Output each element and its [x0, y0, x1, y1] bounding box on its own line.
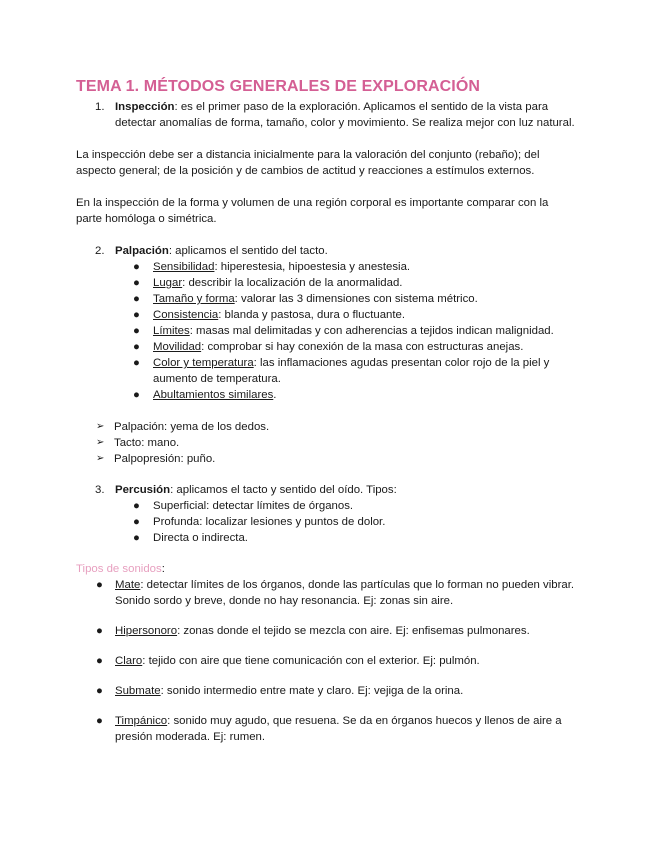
- item-term: Timpánico: [115, 715, 168, 727]
- sounds-heading: [76, 561, 576, 577]
- arrow-list: [76, 419, 576, 467]
- section-term: Percusión: [115, 484, 171, 496]
- section-inspeccion: [95, 99, 576, 131]
- list-item: ● Límites: masas mal delimitadas y con adherencias a tejidos indican malignidad.: [133, 325, 554, 337]
- section-body: [115, 99, 576, 131]
- item-term: Mate: [115, 579, 141, 591]
- item-text: : comprobar si hay conexión de la masa con estructuras anejas.: [201, 341, 524, 353]
- section-text: : aplicamos el sentido del tacto.: [168, 245, 328, 257]
- percusion-list: [76, 498, 576, 546]
- list-item: ● Profunda: localizar lesiones y puntos de dolor.: [133, 514, 576, 530]
- section-text: : es el primer paso de la exploración. Aplicamos el sentido de la vista para detectar anomalías de forma, tamaño, color y movimiento. Se realiza mejor con luz natural.: [115, 101, 575, 129]
- item-term: Lugar: [153, 277, 183, 289]
- sounds-title: Tipos de sonidos: [76, 563, 162, 575]
- list-item: ● Lugar: describir la localización de la anormalidad.: [133, 277, 403, 289]
- item-text: : zonas donde el tejido se mezcla con aire. Ej: enfisemas pulmonares.: [177, 625, 530, 637]
- arrow-icon: ➢: [96, 453, 105, 464]
- item-text: Palpopresión: puño.: [114, 453, 216, 465]
- item-term: Claro: [115, 655, 143, 667]
- item-term: Movilidad: [153, 341, 202, 353]
- item-term: Tamaño y forma: [153, 293, 235, 305]
- item-text: : masas mal delimitadas y con adherencias a tejidos indican malignidad.: [189, 325, 554, 337]
- item-term: Color y temperatura: [153, 357, 254, 369]
- item-text: : sonido intermedio entre mate y claro. Ej: vejiga de la orina.: [160, 685, 464, 697]
- section-number: 2.: [95, 245, 105, 257]
- item-term: Sensibilidad: [153, 261, 215, 273]
- section-text: : aplicamos el tacto y sentido del oído. Tipos:: [170, 484, 397, 496]
- section-number: 1.: [95, 101, 105, 113]
- item-text: : valorar las 3 dimensiones con sistema métrico.: [234, 293, 478, 305]
- list-item: ● Color y temperatura: las inflamaciones agudas presentan color rojo de la piel y aumento de temperatura.: [133, 357, 550, 385]
- page-title: TEMA 1. MÉTODOS GENERALES DE EXPLORACIÓN: [76, 78, 481, 95]
- item-term: Hipersonoro: [115, 625, 178, 637]
- list-item: ● Mate: detectar límites de los órganos, donde las partículas que lo forman no pueden vibrar. Sonido sordo y breve, donde no hay resonancia. Ej: zonas sin aire.: [96, 579, 575, 607]
- list-item: ● Submate: sonido intermedio entre mate y claro. Ej: vejiga de la orina.: [96, 685, 464, 697]
- list-item: ● Movilidad: comprobar si hay conexión de la masa con estructuras anejas.: [133, 341, 524, 353]
- item-text: : las inflamaciones agudas presentan color rojo de la piel y aumento de temperatura.: [153, 357, 550, 385]
- arrow-icon: ➢: [96, 437, 105, 448]
- section-number: 3.: [95, 484, 105, 496]
- sounds-list: [76, 577, 576, 609]
- item-text: .: [273, 389, 277, 401]
- section-percusion: [95, 482, 576, 498]
- item-text: : tejido con aire que tiene comunicación con el exterior. Ej: pulmón.: [142, 655, 480, 667]
- list-item: ● Timpánico: sonido muy agudo, que resuena. Se da en órganos huecos y llenos de aire a presión moderada. Ej: rumen.: [96, 715, 562, 743]
- section-term: Inspección: [115, 101, 175, 113]
- list-item: ● Consistencia: blanda y pastosa, dura o fluctuante.: [133, 309, 406, 321]
- section-term: Palpación: [115, 245, 169, 257]
- item-text: Profunda: localizar lesiones y puntos de dolor.: [153, 516, 386, 528]
- list-item: ● Claro: tejido con aire que tiene comunicación con el exterior. Ej: pulmón.: [96, 655, 480, 667]
- section-body: [115, 243, 576, 259]
- list-item: [96, 451, 576, 467]
- list-item: ● Abultamientos similares.: [133, 389, 277, 401]
- item-text: Palpación: yema de los dedos.: [114, 421, 270, 433]
- list-item: ● Superficial: detectar límites de órganos.: [133, 498, 576, 514]
- sounds-title-suffix: :: [161, 563, 165, 575]
- item-text: : describir la localización de la anormalidad.: [182, 277, 403, 289]
- document-page: [76, 77, 576, 745]
- item-text: : detectar límites de los órganos, donde las partículas que lo forman no pueden vibrar. Sonido sordo y breve, donde no hay resonancia. Ej: zonas sin aire.: [115, 579, 575, 607]
- list-item: [96, 435, 576, 451]
- arrow-icon: ➢: [96, 421, 105, 432]
- section-body: [115, 482, 576, 498]
- item-text: : hiperestesia, hipoestesia y anestesia.: [214, 261, 411, 273]
- list-item: ● Tamaño y forma: valorar las 3 dimensiones con sistema métrico.: [133, 293, 478, 305]
- item-text: : sonido muy agudo, que resuena. Se da en órganos huecos y llenos de aire a presión moderada. Ej: rumen.: [115, 715, 562, 743]
- palpacion-list: [76, 259, 576, 403]
- paragraph-forma: En la inspección de la forma y volumen de una región corporal es importante comparar con la parte homóloga o simétrica.: [76, 197, 549, 225]
- list-item: [96, 419, 576, 435]
- item-term: Consistencia: [153, 309, 219, 321]
- item-text: Superficial: detectar límites de órganos.: [153, 500, 354, 512]
- list-item: ● Directa o indirecta.: [133, 530, 576, 546]
- section-palpacion: [95, 243, 576, 259]
- item-text: Tacto: mano.: [114, 437, 180, 449]
- item-text: Directa o indirecta.: [153, 532, 248, 544]
- list-item: ● Hipersonoro: zonas donde el tejido se mezcla con aire. Ej: enfisemas pulmonares.: [96, 625, 530, 637]
- item-term: Límites: [153, 325, 190, 337]
- item-term: Abultamientos similares: [153, 389, 274, 401]
- paragraph-distancia: La inspección debe ser a distancia inicialmente para la valoración del conjunto (rebaño); del aspecto general; de la posición y de cambios de actitud y reacciones a estímulos externos.: [76, 149, 540, 177]
- item-text: : blanda y pastosa, dura o fluctuante.: [218, 309, 406, 321]
- item-term: Submate: [115, 685, 161, 697]
- list-item: ● Sensibilidad: hiperestesia, hipoestesia y anestesia.: [133, 261, 411, 273]
